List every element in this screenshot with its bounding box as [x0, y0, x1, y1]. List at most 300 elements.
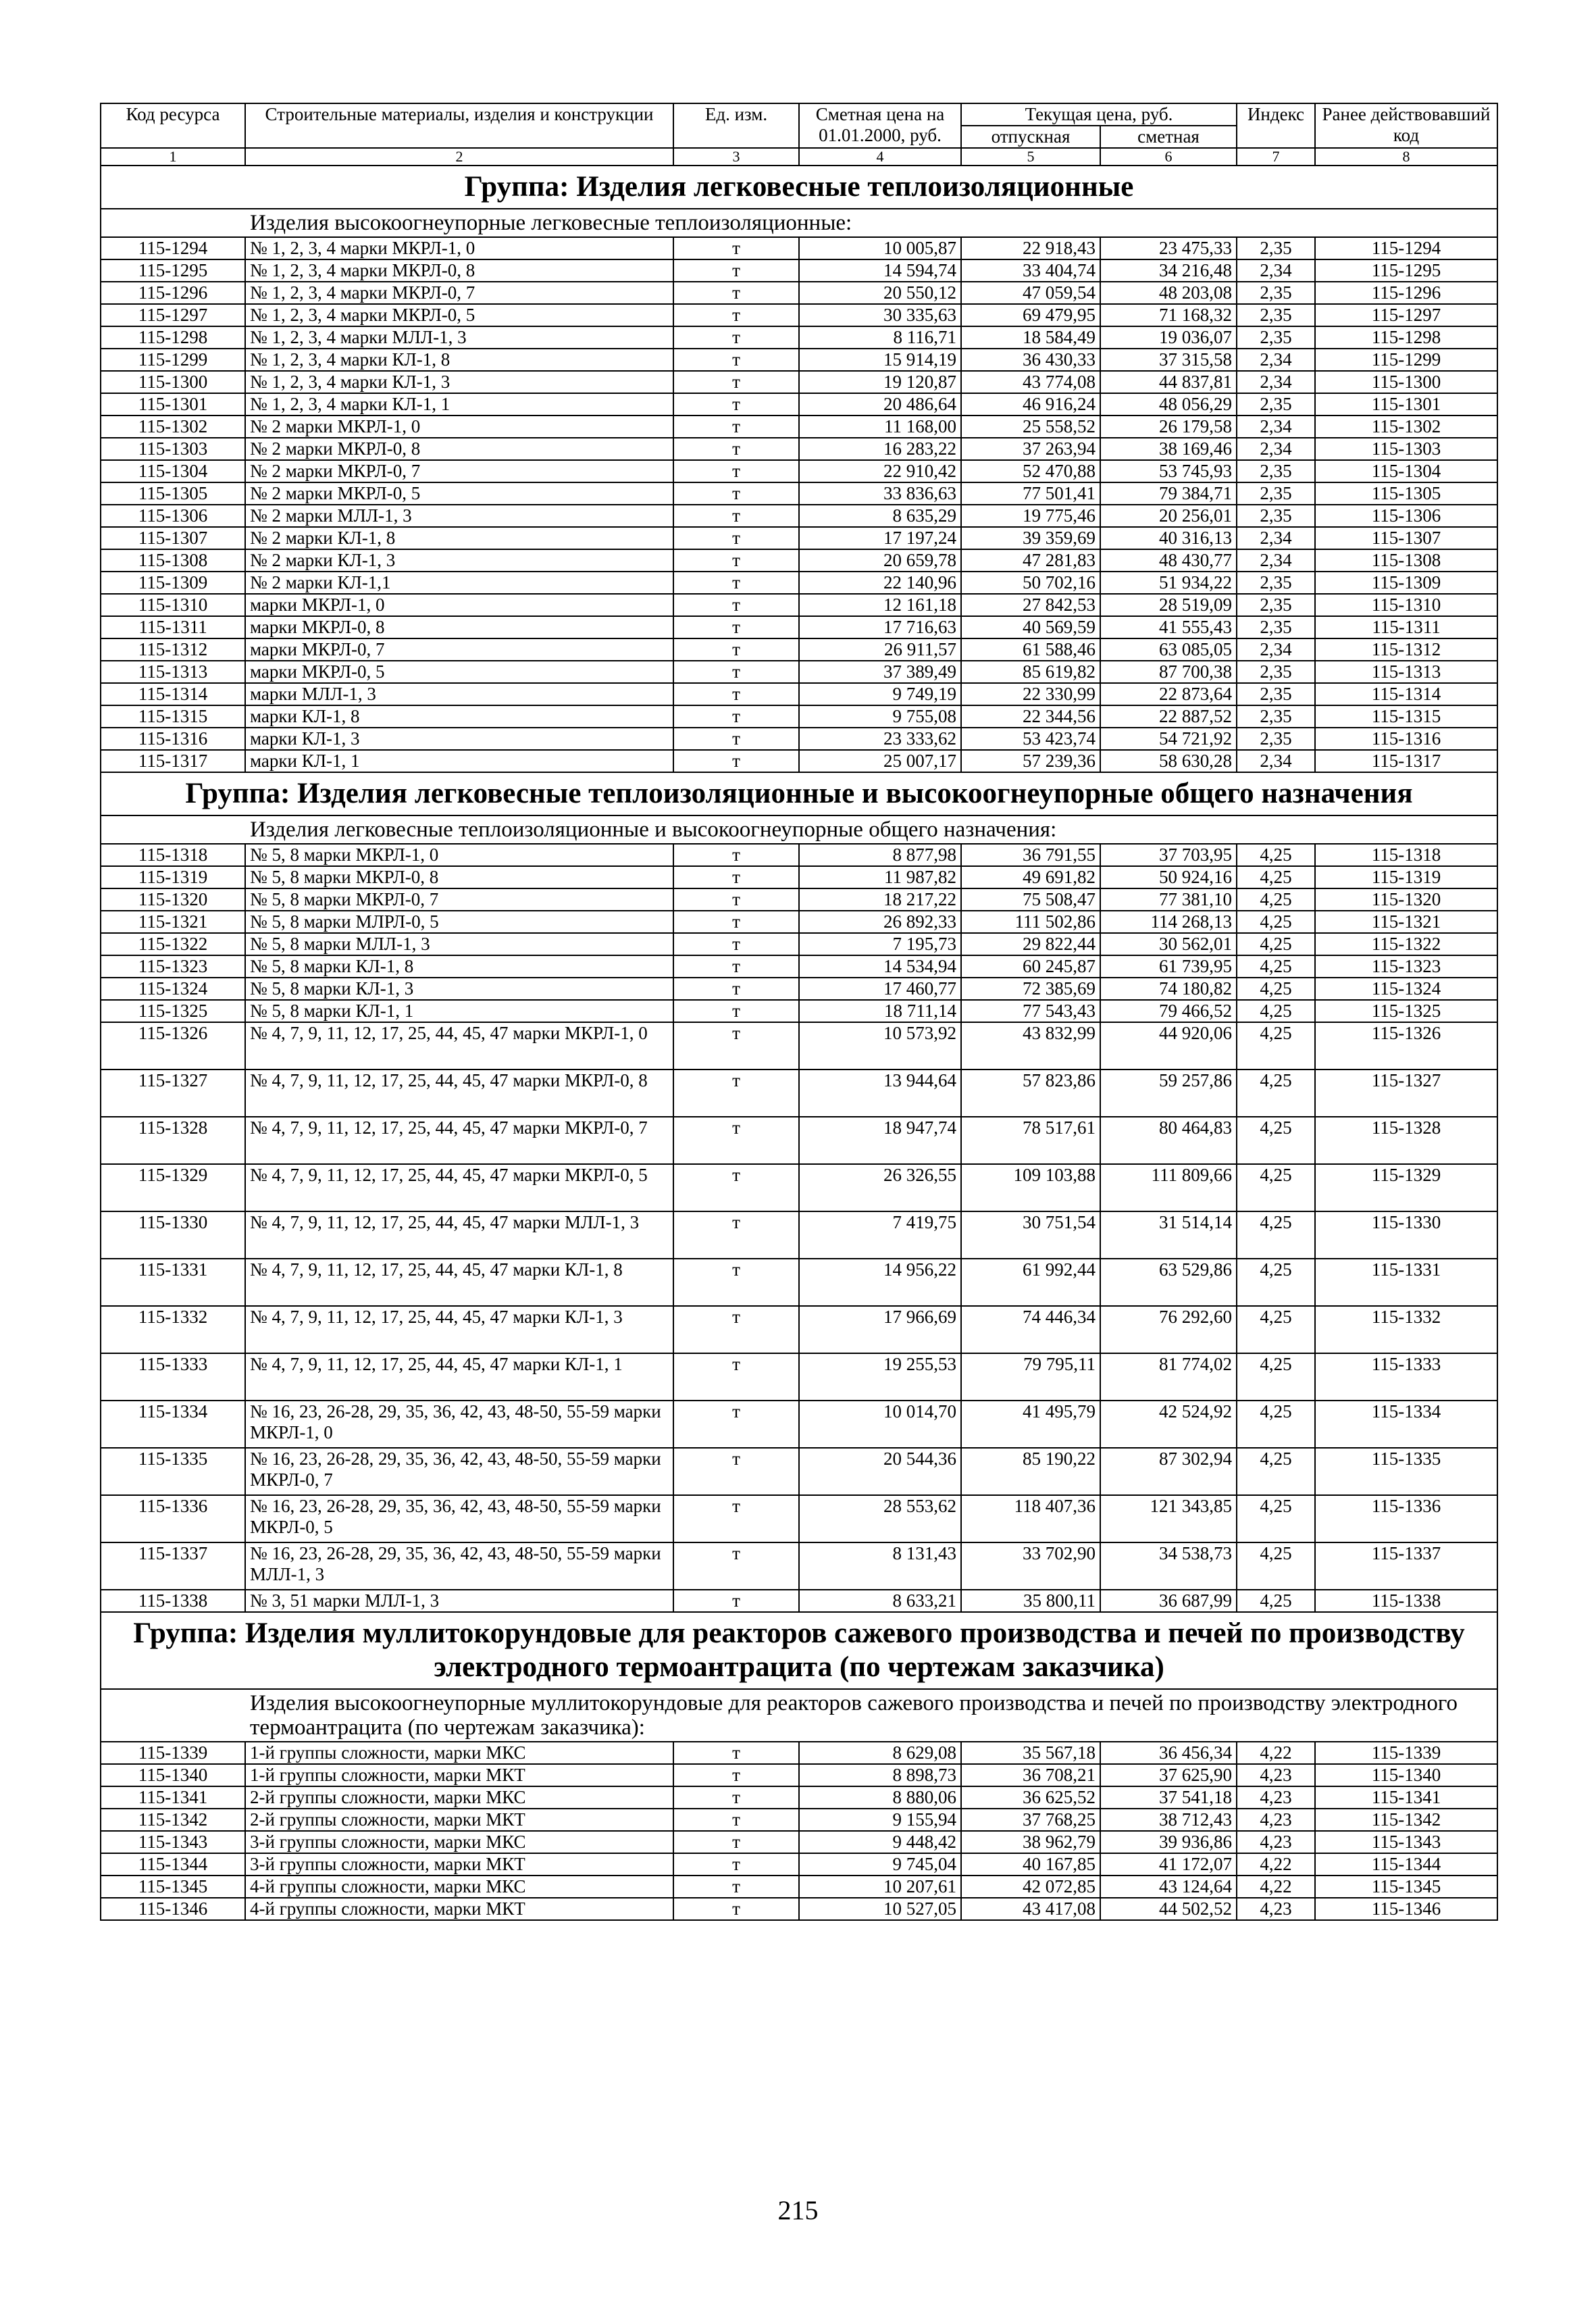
material-name-cell: № 16, 23, 26-28, 29, 35, 36, 42, 43, 48-50, 55-59 марки МЛЛ-1, 3 — [245, 1542, 673, 1590]
group-title-row — [101, 166, 1497, 209]
index-cell: 4,25 — [1237, 1353, 1315, 1401]
index-cell: 4,25 — [1237, 1117, 1315, 1164]
group-title: Группа: Изделия легковесные теплоизоляционные и высокоогнеупорные общего назначения — [101, 772, 1497, 815]
estimate-price-cell: 37 315,58 — [1100, 349, 1237, 371]
unit-cell: т — [673, 349, 799, 371]
previous-code-cell: 115-1301 — [1315, 393, 1497, 416]
material-name-cell: марки КЛ-1, 3 — [245, 728, 673, 750]
release-price-cell: 33 404,74 — [961, 259, 1100, 282]
release-price-cell: 52 470,88 — [961, 460, 1100, 482]
base-price-cell: 14 594,74 — [799, 259, 961, 282]
table-row — [101, 1353, 1497, 1401]
resource-code-cell: 115-1303 — [101, 438, 245, 460]
unit-cell: т — [673, 594, 799, 616]
index-cell: 2,34 — [1237, 750, 1315, 772]
release-price-cell: 85 190,22 — [961, 1448, 1100, 1495]
unit-cell: т — [673, 683, 799, 705]
material-name-cell: № 4, 7, 9, 11, 12, 17, 25, 44, 45, 47 марки МКРЛ-0, 8 — [245, 1070, 673, 1117]
table-row — [101, 326, 1497, 349]
resource-code-cell: 115-1325 — [101, 1000, 245, 1022]
resource-code-cell: 115-1336 — [101, 1495, 245, 1542]
table-row — [101, 349, 1497, 371]
previous-code-cell: 115-1296 — [1315, 282, 1497, 304]
table-row — [101, 282, 1497, 304]
table-row — [101, 1306, 1497, 1353]
unit-cell: т — [673, 1590, 799, 1612]
table-row — [101, 371, 1497, 393]
release-price-cell: 39 359,69 — [961, 527, 1100, 549]
base-price-cell: 10 014,70 — [799, 1401, 961, 1448]
index-cell: 4,25 — [1237, 1000, 1315, 1022]
material-name-cell: № 1, 2, 3, 4 марки МКРЛ-1, 0 — [245, 237, 673, 259]
release-price-cell: 35 567,18 — [961, 1742, 1100, 1764]
previous-code-cell: 115-1318 — [1315, 844, 1497, 866]
table-row — [101, 844, 1497, 866]
table-row — [101, 1259, 1497, 1306]
index-cell: 4,25 — [1237, 955, 1315, 978]
previous-code-cell: 115-1302 — [1315, 416, 1497, 438]
unit-cell: т — [673, 844, 799, 866]
index-cell: 2,35 — [1237, 705, 1315, 728]
resource-code-cell: 115-1308 — [101, 549, 245, 572]
unit-cell: т — [673, 1495, 799, 1542]
previous-code-cell: 115-1338 — [1315, 1590, 1497, 1612]
resource-code-cell: 115-1306 — [101, 505, 245, 527]
base-price-cell: 8 633,21 — [799, 1590, 961, 1612]
previous-code-cell: 115-1310 — [1315, 594, 1497, 616]
unit-cell: т — [673, 955, 799, 978]
table-row — [101, 638, 1497, 661]
material-name-cell: № 2 марки МКРЛ-0, 5 — [245, 482, 673, 505]
base-price-cell: 8 635,29 — [799, 505, 961, 527]
table-row — [101, 1070, 1497, 1117]
material-name-cell: № 2 марки КЛ-1, 8 — [245, 527, 673, 549]
resource-code-cell: 115-1327 — [101, 1070, 245, 1117]
column-number: 5 — [961, 148, 1100, 166]
release-price-cell: 18 584,49 — [961, 326, 1100, 349]
previous-code-cell: 115-1330 — [1315, 1211, 1497, 1259]
table-row — [101, 728, 1497, 750]
previous-code-cell: 115-1341 — [1315, 1786, 1497, 1809]
unit-cell: т — [673, 1448, 799, 1495]
table-row — [101, 438, 1497, 460]
estimate-price-cell: 28 519,09 — [1100, 594, 1237, 616]
estimate-price-cell: 22 887,52 — [1100, 705, 1237, 728]
subgroup-row — [101, 1689, 1497, 1742]
resource-code-cell: 115-1346 — [101, 1898, 245, 1920]
table-row — [101, 1542, 1497, 1590]
column-number: 1 — [101, 148, 245, 166]
previous-code-cell: 115-1324 — [1315, 978, 1497, 1000]
estimate-price-cell: 19 036,07 — [1100, 326, 1237, 349]
base-price-cell: 17 966,69 — [799, 1306, 961, 1353]
base-price-cell: 9 745,04 — [799, 1853, 961, 1876]
index-cell: 4,23 — [1237, 1809, 1315, 1831]
previous-code-cell: 115-1308 — [1315, 549, 1497, 572]
release-price-cell: 79 795,11 — [961, 1353, 1100, 1401]
header-code: Код ресурса — [101, 103, 245, 148]
column-number: 2 — [245, 148, 673, 166]
unit-cell: т — [673, 638, 799, 661]
estimate-price-cell: 87 700,38 — [1100, 661, 1237, 683]
resource-code-cell: 115-1315 — [101, 705, 245, 728]
unit-cell: т — [673, 911, 799, 933]
material-name-cell: № 2 марки КЛ-1, 3 — [245, 549, 673, 572]
unit-cell: т — [673, 705, 799, 728]
estimate-price-cell: 39 936,86 — [1100, 1831, 1237, 1853]
unit-cell: т — [673, 527, 799, 549]
base-price-cell: 18 711,14 — [799, 1000, 961, 1022]
release-price-cell: 49 691,82 — [961, 866, 1100, 888]
release-price-cell: 19 775,46 — [961, 505, 1100, 527]
material-name-cell: № 1, 2, 3, 4 марки КЛ-1, 3 — [245, 371, 673, 393]
base-price-cell: 8 877,98 — [799, 844, 961, 866]
base-price-cell: 37 389,49 — [799, 661, 961, 683]
subgroup-title: Изделия высокоогнеупорные легковесные теплоизоляционные: — [101, 209, 1497, 237]
base-price-cell: 22 140,96 — [799, 572, 961, 594]
unit-cell: т — [673, 416, 799, 438]
index-cell: 2,34 — [1237, 416, 1315, 438]
group-title-row — [101, 772, 1497, 815]
index-cell: 4,25 — [1237, 1495, 1315, 1542]
base-price-cell: 26 911,57 — [799, 638, 961, 661]
index-cell: 4,25 — [1237, 1070, 1315, 1117]
unit-cell: т — [673, 978, 799, 1000]
estimate-price-cell: 87 302,94 — [1100, 1448, 1237, 1495]
resource-code-cell: 115-1326 — [101, 1022, 245, 1070]
estimate-price-cell: 44 837,81 — [1100, 371, 1237, 393]
table-row — [101, 1786, 1497, 1809]
base-price-cell: 10 573,92 — [799, 1022, 961, 1070]
unit-cell: т — [673, 1022, 799, 1070]
estimate-price-cell: 43 124,64 — [1100, 1876, 1237, 1898]
unit-cell: т — [673, 1809, 799, 1831]
material-name-cell: марки КЛ-1, 8 — [245, 705, 673, 728]
resource-code-cell: 115-1295 — [101, 259, 245, 282]
material-name-cell: марки КЛ-1, 1 — [245, 750, 673, 772]
table-row — [101, 237, 1497, 259]
release-price-cell: 43 417,08 — [961, 1898, 1100, 1920]
release-price-cell: 111 502,86 — [961, 911, 1100, 933]
estimate-price-cell: 48 056,29 — [1100, 393, 1237, 416]
index-cell: 4,22 — [1237, 1742, 1315, 1764]
material-name-cell: № 4, 7, 9, 11, 12, 17, 25, 44, 45, 47 марки КЛ-1, 3 — [245, 1306, 673, 1353]
estimate-price-cell: 26 179,58 — [1100, 416, 1237, 438]
estimate-price-cell: 41 555,43 — [1100, 616, 1237, 638]
estimate-price-cell: 61 739,95 — [1100, 955, 1237, 978]
table-row — [101, 933, 1497, 955]
resource-code-cell: 115-1321 — [101, 911, 245, 933]
material-name-cell: № 2 марки МКРЛ-0, 8 — [245, 438, 673, 460]
previous-code-cell: 115-1333 — [1315, 1353, 1497, 1401]
unit-cell: т — [673, 326, 799, 349]
unit-cell: т — [673, 1259, 799, 1306]
resource-code-cell: 115-1304 — [101, 460, 245, 482]
release-price-cell: 61 588,46 — [961, 638, 1100, 661]
resource-code-cell: 115-1319 — [101, 866, 245, 888]
previous-code-cell: 115-1331 — [1315, 1259, 1497, 1306]
table-row — [101, 1898, 1497, 1920]
table-row — [101, 616, 1497, 638]
index-cell: 4,25 — [1237, 1590, 1315, 1612]
resource-code-cell: 115-1345 — [101, 1876, 245, 1898]
index-cell: 2,35 — [1237, 304, 1315, 326]
estimate-price-cell: 77 381,10 — [1100, 888, 1237, 911]
estimate-price-cell: 44 502,52 — [1100, 1898, 1237, 1920]
base-price-cell: 26 892,33 — [799, 911, 961, 933]
unit-cell: т — [673, 616, 799, 638]
estimate-price-cell: 22 873,64 — [1100, 683, 1237, 705]
material-name-cell: № 1, 2, 3, 4 марки МКРЛ-0, 7 — [245, 282, 673, 304]
table-header — [101, 103, 1497, 166]
subgroup-row — [101, 815, 1497, 844]
estimate-price-cell: 48 203,08 — [1100, 282, 1237, 304]
unit-cell: т — [673, 1401, 799, 1448]
header-prev-code: Ранее действовавший код — [1315, 103, 1497, 148]
resource-code-cell: 115-1335 — [101, 1448, 245, 1495]
resource-code-cell: 115-1301 — [101, 393, 245, 416]
table-row — [101, 1809, 1497, 1831]
previous-code-cell: 115-1327 — [1315, 1070, 1497, 1117]
estimate-price-cell: 48 430,77 — [1100, 549, 1237, 572]
release-price-cell: 25 558,52 — [961, 416, 1100, 438]
index-cell: 2,35 — [1237, 616, 1315, 638]
estimate-price-cell: 38 169,46 — [1100, 438, 1237, 460]
index-cell: 4,25 — [1237, 1306, 1315, 1353]
release-price-cell: 118 407,36 — [961, 1495, 1100, 1542]
estimate-price-cell: 44 920,06 — [1100, 1022, 1237, 1070]
table-row — [101, 527, 1497, 549]
estimate-price-cell: 50 924,16 — [1100, 866, 1237, 888]
material-name-cell: № 5, 8 марки МЛРЛ-0, 5 — [245, 911, 673, 933]
table-row — [101, 683, 1497, 705]
estimate-price-cell: 34 538,73 — [1100, 1542, 1237, 1590]
release-price-cell: 40 167,85 — [961, 1853, 1100, 1876]
estimate-price-cell: 31 514,14 — [1100, 1211, 1237, 1259]
unit-cell: т — [673, 1876, 799, 1898]
material-name-cell: № 16, 23, 26-28, 29, 35, 36, 42, 43, 48-50, 55-59 марки МКРЛ-0, 5 — [245, 1495, 673, 1542]
index-cell: 2,35 — [1237, 594, 1315, 616]
release-price-cell: 36 430,33 — [961, 349, 1100, 371]
estimate-price-cell: 81 774,02 — [1100, 1353, 1237, 1401]
index-cell: 2,34 — [1237, 527, 1315, 549]
index-cell: 4,22 — [1237, 1853, 1315, 1876]
subgroup-title: Изделия высокоогнеупорные муллитокорундовые для реакторов сажевого производства и печей по производству электродного термоантрацита (по чертежам заказчика): — [101, 1689, 1497, 1742]
table-row — [101, 1742, 1497, 1764]
index-cell: 2,35 — [1237, 326, 1315, 349]
estimate-price-cell: 80 464,83 — [1100, 1117, 1237, 1164]
release-price-cell: 40 569,59 — [961, 616, 1100, 638]
estimate-price-cell: 30 562,01 — [1100, 933, 1237, 955]
previous-code-cell: 115-1328 — [1315, 1117, 1497, 1164]
estimate-price-cell: 37 703,95 — [1100, 844, 1237, 866]
base-price-cell: 28 553,62 — [799, 1495, 961, 1542]
material-name-cell: марки МКРЛ-0, 7 — [245, 638, 673, 661]
base-price-cell: 20 659,78 — [799, 549, 961, 572]
column-number: 7 — [1237, 148, 1315, 166]
index-cell: 2,34 — [1237, 259, 1315, 282]
material-name-cell: марки МКРЛ-0, 5 — [245, 661, 673, 683]
resource-code-cell: 115-1331 — [101, 1259, 245, 1306]
release-price-cell: 27 842,53 — [961, 594, 1100, 616]
resource-code-cell: 115-1333 — [101, 1353, 245, 1401]
header-index: Индекс — [1237, 103, 1315, 148]
previous-code-cell: 115-1313 — [1315, 661, 1497, 683]
release-price-cell: 47 281,83 — [961, 549, 1100, 572]
estimate-price-cell: 58 630,28 — [1100, 750, 1237, 772]
resource-code-cell: 115-1317 — [101, 750, 245, 772]
release-price-cell: 37 768,25 — [961, 1809, 1100, 1831]
previous-code-cell: 115-1307 — [1315, 527, 1497, 549]
table-row — [101, 750, 1497, 772]
resource-code-cell: 115-1332 — [101, 1306, 245, 1353]
unit-cell: т — [673, 460, 799, 482]
table-row — [101, 911, 1497, 933]
previous-code-cell: 115-1335 — [1315, 1448, 1497, 1495]
material-name-cell: № 2 марки КЛ-1,1 — [245, 572, 673, 594]
material-name-cell: № 5, 8 марки МЛЛ-1, 3 — [245, 933, 673, 955]
base-price-cell: 22 910,42 — [799, 460, 961, 482]
release-price-cell: 57 823,86 — [961, 1070, 1100, 1117]
table-row — [101, 259, 1497, 282]
resource-code-cell: 115-1297 — [101, 304, 245, 326]
resource-code-cell: 115-1323 — [101, 955, 245, 978]
release-price-cell: 72 385,69 — [961, 978, 1100, 1000]
material-name-cell: № 2 марки МЛЛ-1, 3 — [245, 505, 673, 527]
table-row — [101, 1000, 1497, 1022]
base-price-cell: 9 755,08 — [799, 705, 961, 728]
index-cell: 2,35 — [1237, 505, 1315, 527]
table-row — [101, 482, 1497, 505]
base-price-cell: 19 255,53 — [799, 1353, 961, 1401]
material-name-cell: 3-й группы сложности, марки МКТ — [245, 1853, 673, 1876]
resource-code-cell: 115-1340 — [101, 1764, 245, 1786]
index-cell: 2,35 — [1237, 237, 1315, 259]
release-price-cell: 50 702,16 — [961, 572, 1100, 594]
previous-code-cell: 115-1317 — [1315, 750, 1497, 772]
group-title-row — [101, 1612, 1497, 1689]
unit-cell: т — [673, 505, 799, 527]
release-price-cell: 46 916,24 — [961, 393, 1100, 416]
table-row — [101, 1164, 1497, 1211]
resource-code-cell: 115-1312 — [101, 638, 245, 661]
base-price-cell: 18 947,74 — [799, 1117, 961, 1164]
resource-code-cell: 115-1300 — [101, 371, 245, 393]
material-name-cell: № 4, 7, 9, 11, 12, 17, 25, 44, 45, 47 марки МКРЛ-0, 5 — [245, 1164, 673, 1211]
base-price-cell: 11 987,82 — [799, 866, 961, 888]
resource-code-cell: 115-1342 — [101, 1809, 245, 1831]
previous-code-cell: 115-1343 — [1315, 1831, 1497, 1853]
material-name-cell: № 16, 23, 26-28, 29, 35, 36, 42, 43, 48-50, 55-59 марки МКРЛ-1, 0 — [245, 1401, 673, 1448]
estimate-price-cell: 40 316,13 — [1100, 527, 1237, 549]
unit-cell: т — [673, 1306, 799, 1353]
table-row — [101, 705, 1497, 728]
index-cell: 4,25 — [1237, 866, 1315, 888]
resource-code-cell: 115-1298 — [101, 326, 245, 349]
table-row — [101, 1876, 1497, 1898]
table-row — [101, 1831, 1497, 1853]
unit-cell: т — [673, 933, 799, 955]
resource-code-cell: 115-1330 — [101, 1211, 245, 1259]
subgroup-title: Изделия легковесные теплоизоляционные и высокоогнеупорные общего назначения: — [101, 815, 1497, 844]
unit-cell: т — [673, 282, 799, 304]
material-name-cell: № 5, 8 марки КЛ-1, 3 — [245, 978, 673, 1000]
index-cell: 4,25 — [1237, 911, 1315, 933]
base-price-cell: 11 168,00 — [799, 416, 961, 438]
column-numbers-row — [101, 148, 1497, 166]
release-price-cell: 57 239,36 — [961, 750, 1100, 772]
unit-cell: т — [673, 1898, 799, 1920]
estimate-price-cell: 51 934,22 — [1100, 572, 1237, 594]
estimate-price-cell: 54 721,92 — [1100, 728, 1237, 750]
base-price-cell: 8 131,43 — [799, 1542, 961, 1590]
table-row — [101, 1211, 1497, 1259]
unit-cell: т — [673, 1164, 799, 1211]
unit-cell: т — [673, 549, 799, 572]
previous-code-cell: 115-1321 — [1315, 911, 1497, 933]
resource-code-cell: 115-1322 — [101, 933, 245, 955]
release-price-cell: 22 344,56 — [961, 705, 1100, 728]
release-price-cell: 33 702,90 — [961, 1542, 1100, 1590]
material-name-cell: № 5, 8 марки МКРЛ-0, 7 — [245, 888, 673, 911]
resource-code-cell: 115-1341 — [101, 1786, 245, 1809]
index-cell: 4,23 — [1237, 1786, 1315, 1809]
resource-code-cell: 115-1296 — [101, 282, 245, 304]
header-name: Строительные материалы, изделия и конструкции — [245, 103, 673, 148]
resource-code-cell: 115-1299 — [101, 349, 245, 371]
base-price-cell: 15 914,19 — [799, 349, 961, 371]
resource-code-cell: 115-1305 — [101, 482, 245, 505]
material-name-cell: № 5, 8 марки МКРЛ-0, 8 — [245, 866, 673, 888]
previous-code-cell: 115-1329 — [1315, 1164, 1497, 1211]
previous-code-cell: 115-1304 — [1315, 460, 1497, 482]
previous-code-cell: 115-1320 — [1315, 888, 1497, 911]
header-current-price: Текущая цена, руб. — [961, 103, 1237, 126]
base-price-cell: 17 197,24 — [799, 527, 961, 549]
unit-cell: т — [673, 1831, 799, 1853]
table-row — [101, 955, 1497, 978]
resource-code-cell: 115-1309 — [101, 572, 245, 594]
release-price-cell: 53 423,74 — [961, 728, 1100, 750]
estimate-price-cell: 34 216,48 — [1100, 259, 1237, 282]
release-price-cell: 60 245,87 — [961, 955, 1100, 978]
release-price-cell: 61 992,44 — [961, 1259, 1100, 1306]
group-title: Группа: Изделия легковесные теплоизоляционные — [101, 166, 1497, 209]
resource-code-cell: 115-1316 — [101, 728, 245, 750]
release-price-cell: 35 800,11 — [961, 1590, 1100, 1612]
index-cell: 2,35 — [1237, 393, 1315, 416]
previous-code-cell: 115-1294 — [1315, 237, 1497, 259]
previous-code-cell: 115-1337 — [1315, 1542, 1497, 1590]
unit-cell: т — [673, 371, 799, 393]
previous-code-cell: 115-1336 — [1315, 1495, 1497, 1542]
index-cell: 4,25 — [1237, 1211, 1315, 1259]
base-price-cell: 14 956,22 — [799, 1259, 961, 1306]
unit-cell: т — [673, 438, 799, 460]
base-price-cell: 30 335,63 — [799, 304, 961, 326]
release-price-cell: 77 501,41 — [961, 482, 1100, 505]
unit-cell: т — [673, 237, 799, 259]
release-price-cell: 29 822,44 — [961, 933, 1100, 955]
resource-code-cell: 115-1334 — [101, 1401, 245, 1448]
previous-code-cell: 115-1346 — [1315, 1898, 1497, 1920]
base-price-cell: 20 486,64 — [799, 393, 961, 416]
estimate-price-cell: 37 625,90 — [1100, 1764, 1237, 1786]
material-name-cell: марки МКРЛ-0, 8 — [245, 616, 673, 638]
column-number: 4 — [799, 148, 961, 166]
release-price-cell: 36 708,21 — [961, 1764, 1100, 1786]
material-name-cell: № 4, 7, 9, 11, 12, 17, 25, 44, 45, 47 марки МЛЛ-1, 3 — [245, 1211, 673, 1259]
